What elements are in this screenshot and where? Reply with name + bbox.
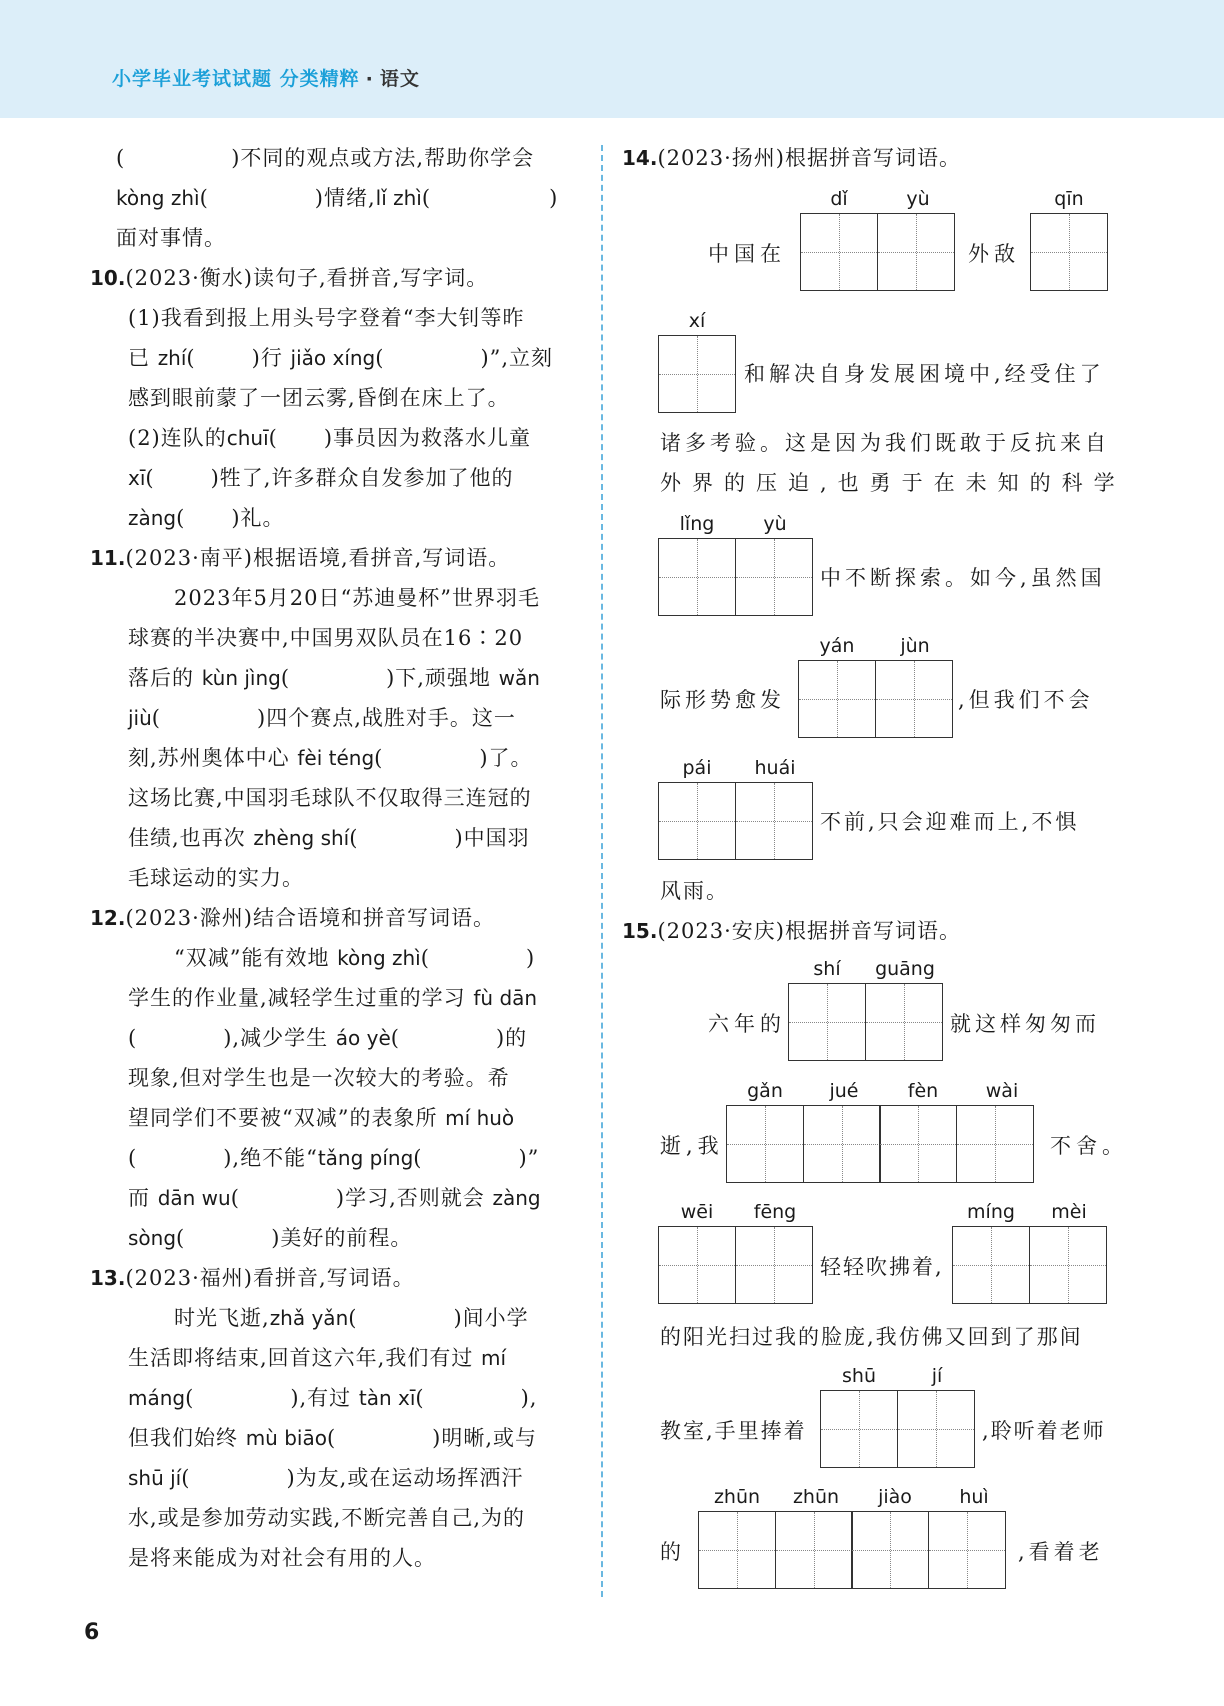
grid-cell[interactable]: [698, 1511, 776, 1589]
pinyin-label: dǐ: [830, 188, 848, 210]
separator-dot: ·: [365, 68, 374, 90]
text-line: 面对事情。: [116, 226, 226, 250]
text-line: sòng( )美好的前程。: [128, 1226, 413, 1250]
pinyin-label: qīn: [1054, 188, 1084, 210]
question-12: 12.(2023·滁州)结合语境和拼音写词语。: [90, 906, 495, 930]
writing-grid[interactable]: [788, 983, 941, 1061]
text-line: ( )不同的观点或方法,帮助你学会: [116, 146, 535, 170]
pinyin-label: pái: [682, 757, 712, 779]
text-line: 2023年5月20日“苏迪曼杯”世界羽毛: [174, 586, 540, 610]
page-number: 6: [84, 1620, 100, 1645]
grid-cell[interactable]: [726, 1105, 804, 1183]
text-line: 中不断探索。如今,虽然国: [820, 566, 1106, 590]
grid-cell[interactable]: [879, 1105, 957, 1183]
text-line: 这场比赛,中国羽毛球队不仅取得三连冠的: [128, 786, 532, 810]
text-line: 逝,我: [660, 1134, 724, 1158]
text-line: 现象,但对学生也是一次较大的考验。希: [128, 1066, 510, 1090]
text-line: 毛球运动的实力。: [128, 866, 304, 890]
text-line: 际形势愈发: [660, 688, 785, 712]
writing-grid[interactable]: [820, 1390, 973, 1468]
pinyin-label: huái: [754, 757, 796, 779]
pinyin-label: shí: [813, 958, 841, 980]
writing-grid[interactable]: [658, 335, 735, 413]
pinyin-label: míng: [967, 1201, 1015, 1223]
pinyin-label: wài: [985, 1080, 1019, 1102]
pinyin-label: jí: [931, 1365, 943, 1387]
grid-cell[interactable]: [952, 1226, 1030, 1304]
grid-cell[interactable]: [800, 213, 878, 291]
grid-cell[interactable]: [877, 213, 955, 291]
text-line: 而 dān wu( )学习,否则就会 zàng: [128, 1186, 541, 1210]
writing-grid[interactable]: [798, 660, 951, 738]
text-line: 和解决自身发展困境中,经受住了: [744, 362, 1105, 386]
text-line: ,但我们不会: [958, 688, 1094, 712]
grid-cell[interactable]: [658, 782, 736, 860]
grid-cell[interactable]: [803, 1105, 881, 1183]
text-line: shū jí( )为友,或在运动场挥洒汗: [128, 1466, 524, 1490]
subject-name: 语文: [379, 68, 420, 90]
grid-cell[interactable]: [1029, 1226, 1107, 1304]
writing-grid[interactable]: [952, 1226, 1105, 1304]
writing-grid[interactable]: [800, 213, 953, 291]
grid-cell[interactable]: [851, 1511, 929, 1589]
grid-cell[interactable]: [775, 1511, 853, 1589]
pinyin-label: fèn: [907, 1080, 939, 1102]
text-line: 诸多考验。这是因为我们既敢于反抗来自: [660, 431, 1110, 455]
pinyin-label: zhūn: [713, 1486, 761, 1508]
text-line: 但我们始终 mù biāo( )明晰,或与: [128, 1426, 538, 1450]
text-line: 教室,手里捧着: [660, 1419, 807, 1443]
text-line: 就这样匆匆而: [950, 1012, 1100, 1036]
pinyin-label: shū: [842, 1365, 876, 1387]
text-line: 刻,苏州奥体中心 fèi téng( )了。: [128, 746, 533, 770]
question-14: 14.(2023·扬州)根据拼音写词语。: [622, 146, 961, 170]
text-line: 落后的 kùn jìng( )下,顽强地 wǎn: [128, 666, 540, 690]
text-line: 的阳光扫过我的脸庞,我仿佛又回到了那间: [660, 1325, 1083, 1349]
text-line: (1)我看到报上用头号字登着“李大钊等昨: [128, 306, 525, 330]
pinyin-label: jué: [829, 1080, 859, 1102]
grid-cell[interactable]: [658, 1226, 736, 1304]
grid-cell[interactable]: [658, 538, 736, 616]
question-11: 11.(2023·南平)根据语境,看拼音,写词语。: [90, 546, 511, 570]
text-line: 六年的: [708, 1012, 786, 1036]
grid-cell[interactable]: [928, 1511, 1006, 1589]
pinyin-label: fēng: [753, 1201, 797, 1223]
text-line: 生活即将结束,回首这六年,我们有过 mí: [128, 1346, 507, 1370]
question-10: 10.(2023·衡水)读句子,看拼音,写字词。: [90, 266, 489, 290]
text-line: 中国在: [708, 242, 786, 266]
question-13: 13.(2023·福州)看拼音,写词语。: [90, 1266, 415, 1290]
text-line: ( ),绝不能“tǎng píng( )”: [128, 1146, 540, 1170]
text-line: “双减”能有效地 kòng zhì( ): [174, 946, 536, 970]
grid-cell[interactable]: [875, 660, 953, 738]
page-header: [0, 0, 1224, 118]
text-line: ,看着老: [1018, 1540, 1104, 1564]
pinyin-label: mèi: [1051, 1201, 1087, 1223]
text-line: 球赛的半决赛中,中国男双队员在16∶20: [128, 626, 524, 650]
text-line: zàng( )礼。: [128, 506, 285, 530]
grid-cell[interactable]: [1030, 213, 1108, 291]
text-line: 佳绩,也再次 zhèng shí( )中国羽: [128, 826, 530, 850]
grid-cell[interactable]: [820, 1390, 898, 1468]
pinyin-label: yù: [763, 513, 787, 535]
text-line: 轻轻吹拂着,: [820, 1255, 944, 1279]
writing-grid[interactable]: [1030, 213, 1107, 291]
pinyin-label: wēi: [680, 1201, 714, 1223]
grid-cell[interactable]: [735, 782, 813, 860]
text-line: 外界的压迫,也勇于在未知的科学: [660, 471, 1126, 495]
text-line: 望同学们不要被“双减”的表象所 mí huò: [128, 1106, 515, 1130]
text-line: 水,或是参加劳动实践,不断完善自己,为的: [128, 1506, 526, 1530]
grid-cell[interactable]: [735, 538, 813, 616]
book-title: [112, 64, 420, 91]
pinyin-label: gǎn: [747, 1080, 783, 1102]
text-line: 学生的作业量,减轻学生过重的学习 fù dān: [128, 986, 538, 1010]
writing-grid[interactable]: [658, 782, 811, 860]
pinyin-label: lǐng: [679, 513, 715, 535]
text-line: 不舍。: [1050, 1134, 1128, 1158]
text-line: 已 zhí( )行 jiǎo xíng( )”,立刻: [128, 346, 554, 370]
pinyin-label: guāng: [875, 958, 935, 980]
text-line: 是将来能成为对社会有用的人。: [128, 1546, 436, 1570]
writing-grid[interactable]: [698, 1511, 1004, 1589]
grid-cell[interactable]: [798, 660, 876, 738]
grid-cell[interactable]: [735, 1226, 813, 1304]
pinyin-label: yán: [819, 635, 855, 657]
text-line: 时光飞逝,zhǎ yǎn( )间小学: [174, 1306, 529, 1330]
series-name: 小学毕业考试试题 分类精粹: [112, 68, 360, 90]
text-line: ( ),减少学生 áo yè( )的: [128, 1026, 528, 1050]
grid-cell[interactable]: [956, 1105, 1034, 1183]
pinyin-label: yù: [906, 188, 930, 210]
pinyin-label: jùn: [900, 635, 930, 657]
text-line: 的: [660, 1540, 686, 1564]
text-line: kòng zhì( )情绪,lǐ zhì( ): [116, 186, 559, 210]
text-line: 感到眼前蒙了一团云雾,昏倒在床上了。: [128, 386, 510, 410]
writing-grid[interactable]: [658, 1226, 811, 1304]
text-line: 不前,只会迎难而上,不惧: [820, 810, 1080, 834]
text-line: máng( ),有过 tàn xī( ),: [128, 1386, 538, 1410]
pinyin-label: xí: [688, 310, 706, 332]
grid-cell[interactable]: [658, 335, 736, 413]
writing-grid[interactable]: [726, 1105, 1032, 1183]
grid-cell[interactable]: [865, 983, 943, 1061]
grid-cell[interactable]: [788, 983, 866, 1061]
text-line: (2)连队的chuī( )事员因为救落水儿童: [128, 426, 532, 450]
text-line: jiù( )四个赛点,战胜对手。这一: [128, 706, 516, 730]
pinyin-label: jiào: [878, 1486, 912, 1508]
pinyin-label: huì: [959, 1486, 989, 1508]
text-line: 风雨。: [660, 879, 729, 903]
column-divider: [601, 145, 603, 1597]
pinyin-label: zhūn: [792, 1486, 840, 1508]
text-line: xī( )牲了,许多群众自发参加了他的: [128, 466, 514, 490]
text-line: ,聆听着老师: [982, 1419, 1106, 1443]
grid-cell[interactable]: [897, 1390, 975, 1468]
writing-grid[interactable]: [658, 538, 811, 616]
question-15: 15.(2023·安庆)根据拼音写词语。: [622, 919, 961, 943]
text-line: 外敌: [968, 242, 1020, 266]
